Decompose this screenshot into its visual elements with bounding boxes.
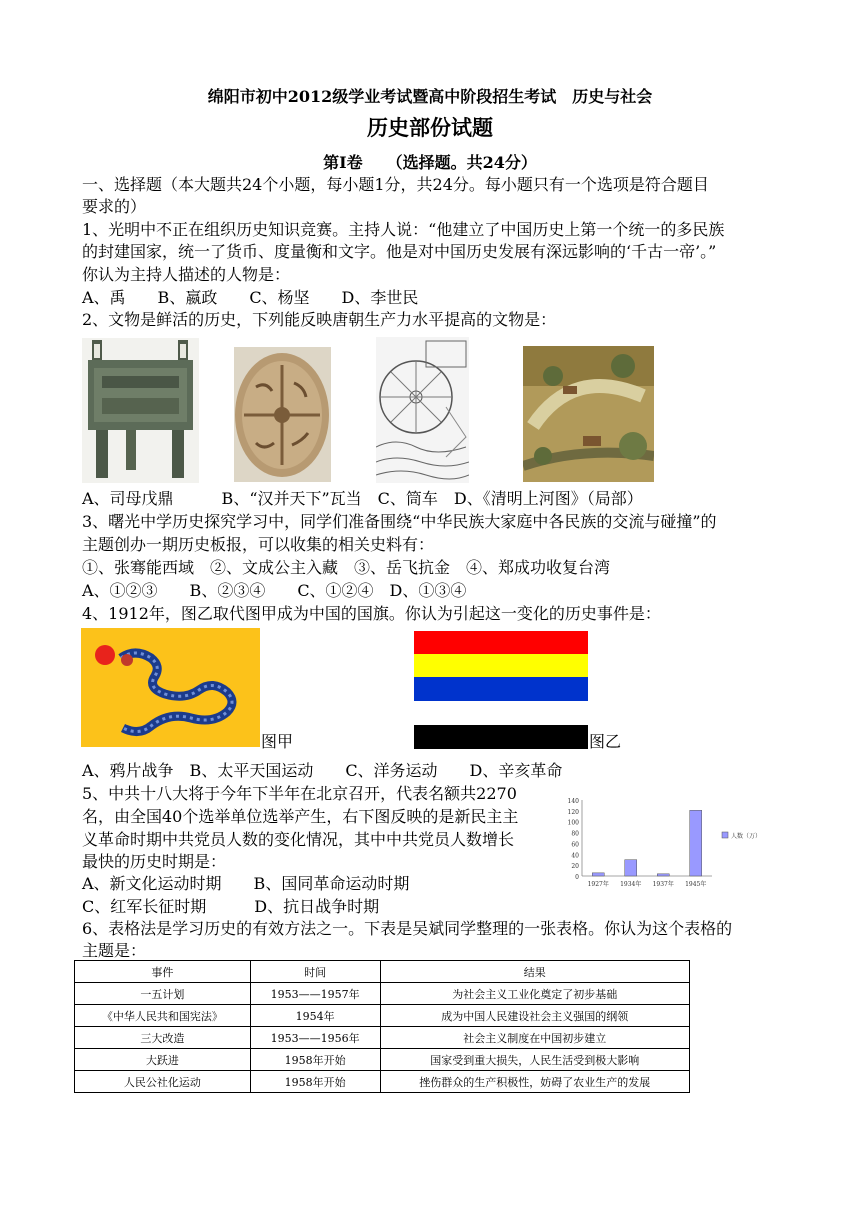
volume-heading: 第Ⅰ卷 （选择题。共24分） [323, 153, 537, 172]
table-cell: 1953——1956年 [250, 1027, 380, 1049]
flag-b-label: 图乙 [589, 732, 622, 751]
table-cell: 1953——1957年 [250, 983, 380, 1005]
bar [657, 874, 669, 876]
table-cell: 成为中国人民建设社会主义强国的纲领 [380, 1005, 689, 1027]
page-title: 历史部份试题 [367, 115, 493, 140]
y-tick-label: 80 [571, 830, 579, 838]
q1-options: A、禹 B、嬴政 C、杨坚 D、李世民 [82, 288, 419, 307]
bar [625, 860, 637, 876]
flag-stripe-blue [414, 677, 588, 701]
q5-line1: 5、中共十八大将于今年下半年在北京召开，代表名额共2270 [82, 784, 517, 803]
q1-line3: 你认为主持人描述的人物是： [82, 265, 291, 284]
table-header-row [75, 961, 690, 983]
q3-line1: 3、曙光中学历史探究学习中，同学们准备围绕“中华民族大家庭中各民族的交流与碰撞”的 [82, 512, 717, 531]
x-tick-label: 1945年 [685, 881, 707, 888]
flag-stripe-black [414, 725, 588, 749]
table-cell: 1958年开始 [250, 1049, 380, 1071]
bar [592, 873, 604, 876]
party-members-chart [560, 792, 780, 896]
x-tick-label: 1934年 [620, 881, 642, 888]
flag-a-label: 图甲 [261, 732, 294, 751]
table-cell: 三大改造 [75, 1027, 251, 1049]
q4-line1: 4、1912年，图乙取代图甲成为中国的国旗。你认为引起这一变化的历史事件是： [82, 604, 661, 623]
q5-line4: 最快的历史时期是： [82, 852, 227, 871]
table-header-cell: 时间 [250, 961, 380, 983]
flag-stripe-white [414, 701, 588, 725]
q5-line2: 名，由全国40个选举单位选举产生，右下图反映的是新民主主 [82, 807, 519, 826]
table-row [75, 1005, 690, 1027]
q6-line1: 6、表格法是学习历史的有效方法之一。下表是吴斌同学整理的一张表格。你认为这个表格的 [82, 919, 733, 938]
exam-header: 绵阳市初中2012级学业考试暨高中阶段招生考试 历史与社会 [207, 87, 653, 106]
q1-line1: 1、光明中不正在组织历史知识竞赛。主持人说：“他建立了中国历史上第一个统一的多民族 [82, 220, 725, 239]
table-cell: 国家受到重大损失，人民生活受到极大影响 [380, 1049, 689, 1071]
x-tick-label: 1927年 [587, 881, 609, 888]
y-tick-label: 120 [567, 808, 579, 816]
table-row [75, 1027, 690, 1049]
table-cell: 挫伤群众的生产积极性，妨碍了农业生产的发展 [380, 1071, 689, 1093]
y-tick-label: 40 [571, 852, 579, 860]
x-tick-label: 1937年 [652, 881, 674, 888]
q5-line3: 义革命时期中共党员人数的变化情况，其中中共党员人数增长 [82, 830, 515, 849]
table-cell: 大跃进 [75, 1049, 251, 1071]
q1-line2: 的封建国家，统一了货币、度量衡和文字。他是对中国历史发展有深远影响的‘千古一帝’。” [82, 242, 717, 261]
y-tick-label: 100 [567, 819, 579, 827]
table-header-cell: 事件 [75, 961, 251, 983]
table-cell: 一五计划 [75, 983, 251, 1005]
qing-dragon-flag [81, 628, 260, 747]
bar [690, 810, 702, 876]
table-row [75, 1049, 690, 1071]
table-header-cell: 结果 [380, 961, 689, 983]
table-row [75, 1071, 690, 1093]
tile-end-image [234, 347, 331, 482]
ding-vessel-image [82, 338, 199, 483]
y-tick-label: 140 [567, 798, 579, 805]
summary-table [74, 960, 690, 1093]
y-tick-label: 0 [575, 874, 579, 881]
table-cell: 《中华人民共和国宪法》 [75, 1005, 251, 1027]
table-cell: 1958年开始 [250, 1071, 380, 1093]
q2-line1: 2、文物是鲜活的历史，下列能反映唐朝生产力水平提高的文物是： [82, 310, 557, 329]
q3-options: A、①②③ B、②③④ C、①②④ D、①③④ [82, 581, 467, 600]
section-intro-cont: 要求的） [82, 197, 147, 216]
q4-options: A、鸦片战争 B、太平天国运动 C、洋务运动 D、辛亥革命 [82, 761, 563, 780]
y-tick-label: 20 [571, 863, 579, 871]
table-cell: 1954年 [250, 1005, 380, 1027]
five-color-flag [414, 631, 588, 749]
q2-options: A、司母戊鼎 B、“汉并天下”瓦当 C、筒车 D、《清明上河图》（局部） [82, 489, 643, 508]
section-intro: 一、选择题（本大题共24个小题，每小题1分，共24分。每小题只有一个选项是符合题目 [82, 175, 709, 194]
q6-line2: 主题是： [82, 941, 147, 960]
flag-stripe-yellow [414, 654, 588, 677]
legend-swatch [722, 832, 728, 838]
flag-stripe-red [414, 631, 588, 654]
q5-options-1: A、新文化运动时期 B、国同革命运动时期 [82, 874, 410, 893]
legend-label: 人数（万） [731, 833, 762, 840]
table-cell: 社会主义制度在中国初步建立 [380, 1027, 689, 1049]
q3-line2: 主题创办一期历史板报，可以收集的相关史料有： [82, 535, 435, 554]
table-cell: 人民公社化运动 [75, 1071, 251, 1093]
table-cell: 为社会主义工业化奠定了初步基础 [380, 983, 689, 1005]
y-tick-label: 60 [571, 841, 579, 849]
water-wheel-image [376, 337, 469, 483]
q3-line3: ①、张骞能西域 ②、文成公主入藏 ③、岳飞抗金 ④、郑成功收复台湾 [82, 558, 611, 577]
table-row [75, 983, 690, 1005]
q5-options-2: C、红军长征时期 D、抗日战争时期 [82, 897, 380, 916]
painting-detail-image [523, 346, 654, 482]
